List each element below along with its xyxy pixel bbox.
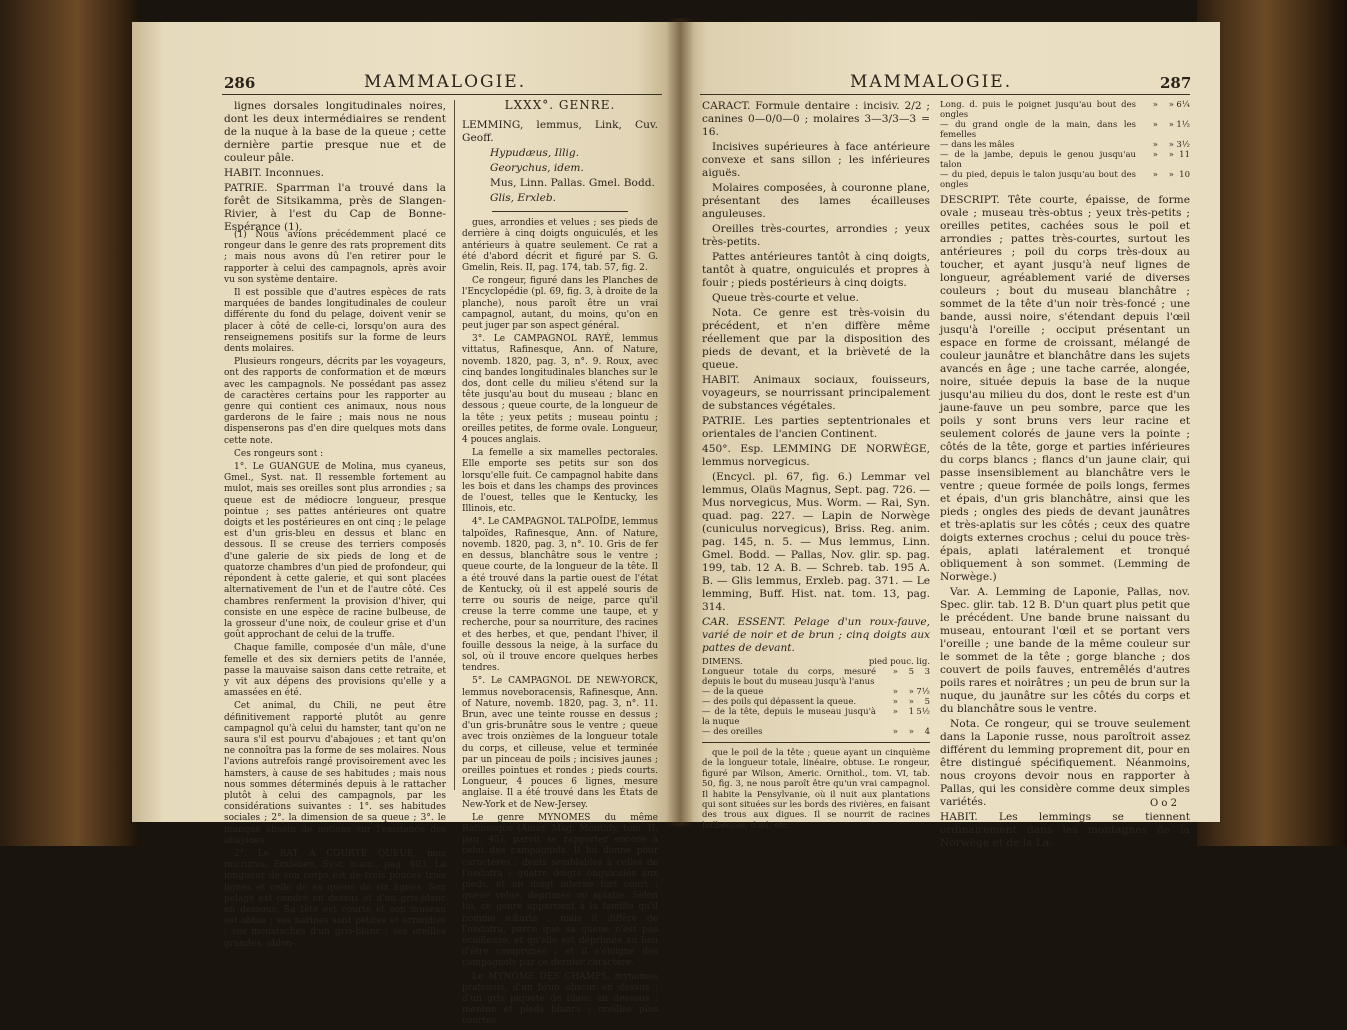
measure-value: » (892, 707, 898, 717)
text-column-1-top (224, 100, 446, 236)
measurement-row (702, 707, 930, 727)
synonym-list (462, 119, 658, 205)
measure-value: 1 (908, 707, 914, 717)
book-gutter (666, 18, 694, 826)
measure-value: » (908, 687, 914, 697)
measure-value: 3 (924, 667, 930, 677)
measure-values (1142, 100, 1190, 120)
measure-value: » (908, 697, 914, 707)
paragraph-patrie: PATRIE. Les parties septentrionales et orientales de l'ancien Continent. (702, 415, 930, 440)
paragraph-variety: Var. A. Lemming de Laponie, Pallas, nov. Spec. glir. tab. 12 B. D'un quart plus petit que le précédent. Une bande brune naissant du museau, entourant l'œil et se portant vers l'oreille ; une bande de la même couleur sur le sommet de la tête ; gorge blanche ; dos couvert de poils fauves, entremêlés d'autres poils rares et noirâtres ; un peu de brun sur la nuque, du jaunâtre sur les côtés du corps et du blanchâtre sous le ventre. (940, 586, 1190, 715)
measurement-row (940, 170, 1190, 190)
footnote: Le MYNOME DES CHAMPS, mynomes pratensis, d'un brun obscur en dessus ; d'un gris piqueté de blanc en dessous ; menton et pieds blancs ; oreilles plus courtes (462, 971, 658, 1027)
measurement-row (940, 100, 1190, 120)
synonym: LEMMING, lemmus, Link, Cuv. Geoff. (462, 119, 658, 145)
measure-value: » (1168, 170, 1174, 180)
running-head: MAMMALOGIE. (364, 72, 527, 92)
footnote: 1°. Le GUANGUE de Molina, mus cyaneus, Gmel., Syst. nat. Il ressemble fortement au mulot, mais ses oreilles sont plus arrondies ; sa queue est de médiocre longueur, presque pointue ; ses pattes antérieures ont quatre doigts et les postérieures en ont cinq ; le pelage est d'un gris-bleu en dessus et blanc en dessous. Il se creuse des terriers composés d'une galerie de six pieds de long et de quatorze chambres d'un pied de profondeur, qui répondent à cette galerie, et qui sont placées alternativement de l'un et de l'autre côté. Ces chambres renferment la provision d'hiver, qui consiste en une espèce de racine bulbeuse, de la grosseur d'une noix, de couleur grise et d'un goût approchant de celui de la truffe. (224, 462, 446, 641)
measure-value: 10 (1179, 170, 1190, 180)
footnote: Il est possible que d'autres espèces de rats marquées de bandes longitudinales de couleur différente du fond du pelage, doivent venir se placer à côté de celle-ci, lorsqu'on aura des renseignemens positifs sur la forme de leurs dents molaires. (224, 288, 446, 355)
measurements-table-continued (940, 100, 1190, 190)
description-text (940, 194, 1190, 850)
footnote: Chaque famille, composée d'un mâle, d'une femelle et des six derniers petits de l'année, passe la mauvaise saison dans cette retraite, et y vit aux dépens des provisions qu'elle y a amassées en été. (224, 643, 446, 699)
paragraph: lignes dorsales longitudinales noires, dont les deux intermédiaires se rendent de la nuque à la base de la queue ; cette dernière partie presque nue et de couleur pâle. (224, 100, 446, 164)
paragraph-caract: CARACT. Formule dentaire : incisiv. 2/2 ; canines 0—0/0—0 ; molaires 3—3/3—3 = 16. (702, 100, 930, 138)
book-cover-left (0, 0, 140, 846)
header-rule (222, 94, 662, 95)
measure-values (882, 727, 930, 737)
running-head: MAMMALOGIE. (850, 72, 1013, 92)
paragraph-synonymy: (Encycl. pl. 67, fig. 6.) Lemmar vel lemmus, Olaüs Magnus, Sept. pag. 726. — Mus norvegicus, Mus. Worm. — Rai, Syn. quad. pag. 227. — Lapin de Norwège (cuniculus norvegicus), Briss. Reg. anim. pag. 145, n. 5. — Mus lemmus, Linn. Gmel. Bodd. — Pallas, Nov. glir. sp. pag. 199, tab. 12 A. B. — Schreb. tab. 195 A. B. — Glis lemmus, Erxleb. pag. 371. — Le lemming, Buff. Hist. nat. tom. 13, pag. 314. (702, 471, 930, 613)
synonym: Mus, Linn. Pallas. Gmel. Bodd. (490, 177, 655, 190)
measure-value: 6¼ (1176, 100, 1190, 110)
footnote: La femelle a six mamelles pectorales. Elle emporte ses petits sur son dos lorsqu'elle fuit. Ce campagnol habite dans les bois et dans les champs des provinces de l'ouest, telles que le Kentucky, les Illinois, etc. (462, 448, 658, 515)
measurements-rows (702, 667, 930, 737)
footnote: 5°. Le CAMPAGNOL DE NEW-YORCK, lemmus noveboracensis, Rafinesque, Ann. of Nature, novemb. 1820, pag. 3, n°. 11. Brun, avec une teinte rousse en dessus ; d'un gris-brunâtre sous le ventre ; queue avec trois onzièmes de la longueur totale du corps, et cilleuse, velue et terminée par un pinceau de poils ; incisives jaunes ; oreilles pointues et rondes ; pieds courts. Longueur, 4 pouces 6 lignes, mesure anglaise. Il a été trouvé dans les États de New-York et de New-Jersey. (462, 676, 658, 810)
measure-value: 5½ (916, 707, 930, 717)
measurements-header (702, 657, 930, 667)
measure-value: » (1152, 170, 1158, 180)
footnote: 2°. Le RAT A COURTE QUEUE, mus micrurus, Erxleben, Syst. mam., pag. 403. La longueur de son corps est de trois pouces trois lignes et celle de sa queue de six lignes. Son pelage est cendré en dessus et d'un gris-blanc en dessous. Sa tête est courte et son museau est obtus ; ses narines sont petites et arrondies ; ses moustaches d'un gris-blanc ; ses oreilles grandes, oblon- (224, 848, 446, 949)
paragraph-nota: Nota. Ce genre est très-voisin du précédent, et n'en diffère même réellement que par la disposition des pieds de devant, et la brièveté de la queue. (702, 307, 930, 371)
synonym: Georychus, idem. (490, 162, 584, 175)
measure-label: Longueur totale du corps, mesuré depuis le bout du museau jusqu'à l'anus (702, 667, 876, 687)
measure-label: — des poils qui dépassent la queue. (702, 697, 857, 707)
measure-value: » (892, 667, 898, 677)
paragraph-patrie: PATRIE. Sparrman l'a trouvé dans la forêt de Sitsikamma, près de Slangen-Rivier, à l'est du Cap de Bonne-Espérance (1). (224, 182, 446, 233)
measure-value: » (1152, 140, 1158, 150)
measure-value: » (908, 727, 914, 737)
measure-value: » (1152, 100, 1158, 110)
measure-values (1142, 150, 1190, 170)
page-number: 286 (224, 74, 256, 92)
measurement-row (940, 120, 1190, 140)
measure-value: » (1168, 120, 1174, 130)
table-header-cell: DIMENS. (702, 657, 743, 667)
paragraph: Queue très-courte et velue. (712, 292, 859, 304)
measure-values (882, 687, 930, 697)
paragraph-habit: HABIT. Inconnues. (224, 167, 324, 179)
footnote: Plusieurs rongeurs, décrits par les voyageurs, ont des rapports de conformation et de mœurs avec les campagnols. Ne possédant pas assez de caractères certains pour les rapporter au genre qui contient ces animaux, nous nous garderons de le faire ; mais nous ne nous dispenserons pas d'en dire quelques mots dans cette note. (224, 357, 446, 446)
measure-value: 11 (1179, 150, 1190, 160)
paragraph: Incisives supérieures à face antérieure convexe et sans sillon ; les inférieures aiguës. (702, 141, 930, 179)
footnote: Ces rongeurs sont : (234, 448, 324, 459)
measurement-row (702, 727, 930, 737)
column-divider (454, 100, 455, 790)
left-page (132, 22, 680, 1027)
measure-value: » (1168, 150, 1174, 160)
paragraph: Pattes antérieures tantôt à cinq doigts, tantôt à quatre, onguiculés et propres à fouir ; pieds postérieurs à cinq doigts. (702, 251, 930, 289)
paragraph-essential-character: CAR. ESSENT. Pelage d'un roux-fauve, varié de noir et de brun ; cinq doigts aux pattes de devant. (702, 616, 930, 654)
measure-value: 7½ (916, 687, 930, 697)
measurement-row (702, 697, 930, 707)
measure-values (1142, 120, 1190, 140)
measure-value: » (1152, 150, 1158, 160)
measure-label: — de la queue (702, 687, 764, 697)
table-header-cell: pied (868, 657, 888, 667)
measure-value: » (892, 687, 898, 697)
footnote: Ce rongeur, figuré dans les Planches de l'Encyclopédie (pl. 69, fig. 3, à droite de la planche), nous paroît être un vrai campagnol, autant, du moins, qu'on en peut juger par son aspect général. (462, 276, 658, 332)
measurement-row (702, 687, 930, 697)
measure-label: — dans les mâles (940, 140, 1015, 150)
footnote: Cet animal, du Chili, ne peut être définitivement rapporté plutôt au genre campagnol qu'à celui du hamster, tant qu'on ne saura s'il est pourvu d'abajoues ; et tant qu'on ne connoîtra pas la forme de ses molaires. Nous l'avions autrefois rangé provisoirement avec les hamsters, à cause de ses habitudes ; mais nous nous sommes déterminés depuis à le rattacher plutôt à celui des campagnols, par les considérations suivantes : 1°. ses habitudes sociales ; 2°. la dimension de sa queue ; 3°. le manque absolu de notions sur l'existence des abajoues. (224, 701, 446, 846)
right-page (680, 22, 1220, 849)
measurements-table (702, 657, 930, 737)
paragraph-habit: HABIT. Les lemmings se tiennent ordinairement dans les montagnes de la Norwège et de la La- (940, 811, 1190, 849)
separator (702, 742, 930, 743)
measure-values (882, 667, 930, 687)
synonym: Glis, Erxleb. (490, 192, 556, 205)
paragraph: Molaires composées, à couronne plane, présentant des lames écailleuses anguleuses. (702, 182, 930, 220)
measure-value: » (892, 727, 898, 737)
measure-label: Long. d. puis le poignet jusqu'au bout des ongles (940, 100, 1136, 120)
measure-value: » (892, 697, 898, 707)
measure-label: — de la tête, depuis le museau jusqu'à la nuque (702, 707, 876, 727)
synonym: Hypudæus, Illig. (490, 147, 580, 160)
measurement-row (940, 150, 1190, 170)
footnote: (1) Nous avions précédemment placé ce rongeur dans le genre des rats proprement dits ; mais nous avons dû l'en retirer pour le rapporter à celui des campagnols, après avoir vu son système dentaire. (224, 230, 446, 285)
measure-label: — de la jambe, depuis le genou jusqu'au talon (940, 150, 1136, 170)
measure-value: 3½ (1176, 140, 1190, 150)
measurement-row (940, 140, 1190, 150)
table-header-cell: lig. (916, 657, 930, 667)
separator (492, 211, 628, 212)
measure-value: 4 (924, 727, 930, 737)
footnote: gues, arrondies et velues ; ses pieds de derrière à cinq doigts onguiculés, et les antérieurs à quatre seulement. Ce rat a été d'abord décrit et figuré par S. G. Gmelin, Reis. II, pag. 174, tab. 57, fig. 2. (462, 218, 658, 274)
footnote: Le genre MYNOMES du même Rafinesque (Amér. Mag. Monthly, tom. II, pag. 45), paroît se rapporter encore à celui des campagnols. Il lui donne pour caractères : dents semblables à celles de l'ondatra ; quatre doigts onguiculés aux pieds, et un doigt interne fort court ; queue velue, déprimée ou aplatie. Selon lui, ce genre appartient à la famille qu'il nomme ichuria ; mais il diffère de l'ondatra, parce que sa queue n'est pas écailleuse, et qu'elle est déprimée au lieu d'être comprimée ; et il s'éloigne des campagnols par ce dernier caractère. (462, 812, 658, 969)
measure-value: 5 (908, 667, 914, 677)
text-column-2 (462, 100, 658, 1030)
footnotes-column-1 (224, 230, 446, 952)
measure-value: 1½ (1176, 120, 1190, 130)
unit-headers (869, 657, 930, 667)
text-column-1 (702, 100, 930, 833)
measure-label: — du grand ongle de la main, dans les femelles (940, 120, 1136, 140)
measure-values (1142, 170, 1190, 190)
measure-label: — des oreilles (702, 727, 763, 737)
species-heading: 450°. Esp. LEMMING DE NORWÈGE, lemmus norvegicus. (702, 443, 930, 468)
measure-value: 5 (924, 697, 930, 707)
header-rule (700, 94, 1190, 95)
measure-value: » (1168, 140, 1174, 150)
paragraph-habit: HABIT. Animaux sociaux, fouisseurs, voyageurs, se nourrissant principalement de substances végétales. (702, 374, 930, 412)
measure-value: » (1168, 100, 1174, 110)
paragraph-description: DESCRIPT. Tête courte, épaisse, de forme ovale ; museau très-obtus ; yeux très-petits ; oreilles petites, cachées sous le poil et arrondies ; pattes très-courtes, surtout les antérieures ; poil du corps très-doux au toucher, et ayant jusqu'à neuf lignes de longueur, agréablement varié de diverses couleurs ; bout du museau blanchâtre ; sommet de la tête d'un noir très-foncé ; une bande, aussi noire, s'étendant depuis l'œil jusqu'à l'oreille ; occiput présentant un espace en forme de croissant, mélangé de couleur jaunâtre et blanchâtre dans les sujets avancés en âge ; une tache carrée, alongée, noire, située depuis la base de la nuque jusqu'au milieu du dos, dont le reste est d'un jaune-fauve un peu sombre, parce que les poils y sont bruns vers leur racine et seulement colorés de jaune vers la pointe ; côtés de la tête, gorge et parties inférieures du corps blancs ; flancs d'un jaune clair, qui passe insensiblement au blanchâtre vers le ventre ; queue formée de poils longs, fermes et épais, d'un gris blanchâtre, ainsi que les pieds ; ongles des pieds de devant jaunâtres et très-aplatis sur les côtés ; ceux des quatre doigts externes crochus ; celui du pouce très-épais, aplati latéralement et tronqué obliquement à son sommet. (Lemming de Norwège.) (940, 194, 1190, 583)
paragraph-nota: Nota. Ce rongeur, qui se trouve seulement dans la Laponie russe, nous paroîtroit assez différent du lemming proprement dit, pour en être distingué spécifiquement. Néanmoins, nous croyons devoir nous en rapporter à Pallas, qui les considère comme deux simples variétés. (940, 718, 1190, 808)
measure-label: — du pied, depuis le talon jusqu'au bout des ongles (940, 170, 1136, 190)
genus-title: LXXX°. GENRE. (504, 98, 616, 112)
measurement-row (702, 667, 930, 687)
measure-values (1142, 140, 1190, 150)
signature-mark: O o 2 (1150, 798, 1177, 809)
text-column-2 (940, 100, 1190, 852)
footnote: 3°. Le CAMPAGNOL RAYÉ, lemmus vittatus, Rafinesque, Ann. of Nature, novemb. 1820, pag. 3, n°. 9. Roux, avec cinq bandes longitudinales blanches sur le dos, dont celle du milieu s'étend sur la tête jusqu'au bout du museau ; blanc en dessous ; queue courte, de la longueur de la tête ; yeux petits ; museau pointu ; oreilles petites, de forme ovale. Longueur, 4 pouces anglais. (462, 334, 658, 446)
measure-values (882, 707, 930, 727)
footnote: 4°. Le CAMPAGNOL TALPOÏDE, lemmus talpoïdes, Rafinesque, Ann. of Nature, novemb. 1820, pag. 3, n°. 10. Gris de fer en dessus, blanchâtre sous le ventre ; queue courte, de la longueur de la tête. Il a été trouvé dans la partie ouest de l'état de Kentucky, où il est appelé souris de terre ou souris de neige, parce qu'il creuse la terre comme une taupe, et y recherche, pour sa nourriture, des racines et des herbes, et que, pendant l'hiver, il fouille dessous la neige, à la surface du sol, où il trouve encore quelques herbes tendres. (462, 517, 658, 674)
table-header-cell: pouc. (890, 657, 914, 667)
page-number: 287 (1160, 74, 1192, 92)
measure-value: » (1152, 120, 1158, 130)
footnote: que le poil de la tête ; queue ayant un cinquième de la longueur totale, linéaire, obtuse. Le rongeur, figuré par Wilson, Americ. Ornithol., tom. VI, tab. 50, fig. 3, ne nous paroît être qu'un vrai campagnol. Il habite la Pensylvanie, où il nuit aux plantations qui sont situées sur les bords des rivières, en faisant des trous aux digues. Il se nourrit de racines bulbeuses, d'ail, etc. (702, 748, 930, 831)
paragraph: Oreilles très-courtes, arrondies ; yeux très-petits. (702, 223, 930, 248)
measure-values (882, 697, 930, 707)
